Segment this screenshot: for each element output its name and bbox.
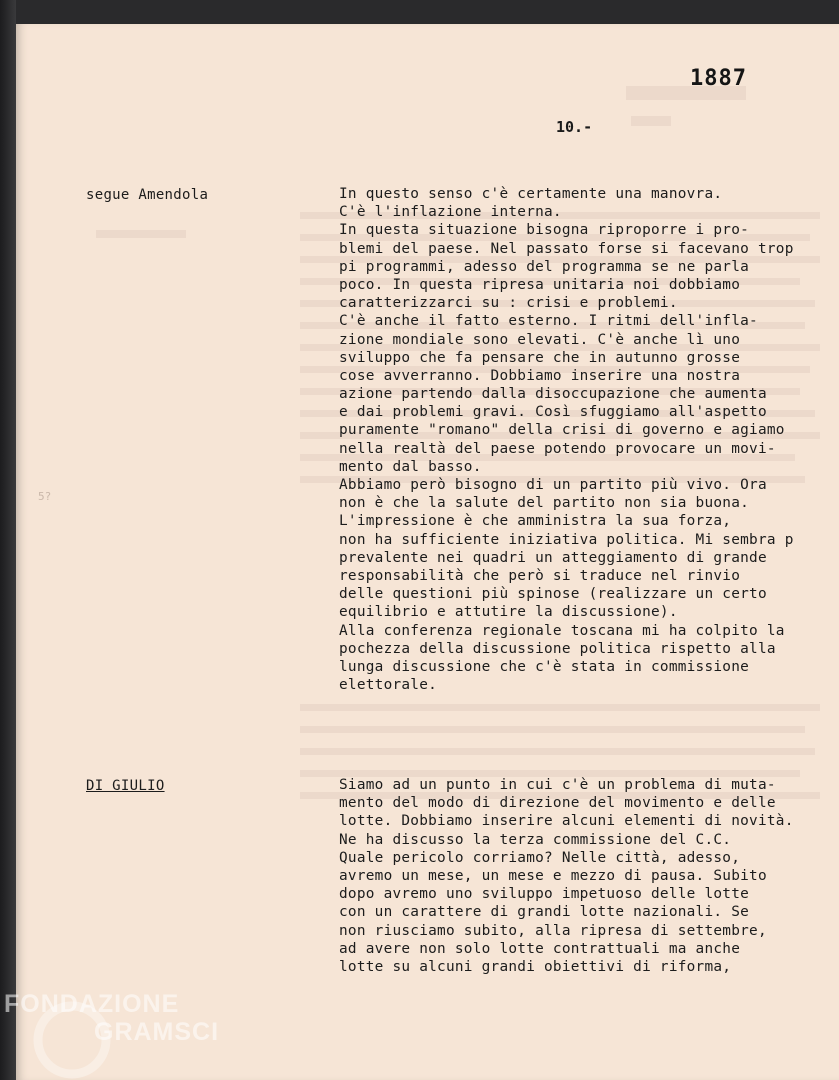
text-line: avremo un mese, un mese e mezzo di pausa. Subito [339,867,767,884]
text-line: sviluppo che fa pensare che in autunno grosse [339,349,741,366]
text-line: blemi del paese. Nel passato forse si facevano trop [339,240,794,257]
text-line: cose avverranno. Dobbiamo inserire una nostra [339,367,741,384]
text-line: Quale pericolo corriamo? Nelle città, adesso, [339,849,741,866]
text-line: ad avere non solo lotte contrattuali ma anche [339,940,741,957]
text-line: non è che la salute del partito non sia buona. [339,495,750,512]
text-line: Ne ha discusso la terza commissione del C.C. [339,831,732,848]
text-line: caratterizzarci su : crisi e problemi. [339,295,678,312]
speech-block-di-giulio [339,776,794,976]
page-number: 10.- [556,118,593,136]
text-line: prevalente nei quadri un atteggiamento di grande [339,549,767,566]
document-page [16,24,839,1080]
text-line: pi programmi, adesso del programma se ne parla [339,258,750,275]
text-line: In questo senso c'è certamente una manovra. [339,186,723,202]
text-line: puramente "romano" della crisi di governo e agiamo [339,422,785,439]
text-line: dopo avremo uno sviluppo impetuoso delle lotte [339,886,750,903]
text-line: responsabilità che però si traduce nel rinvio [339,567,741,584]
speaker-label-di-giulio: DI GIULIO [86,778,165,794]
text-line: In questa situazione bisogna riproporre i pro- [339,222,750,239]
text-line: mento dal basso. [339,458,482,475]
text-line: poco. In questa ripresa unitaria noi dobbiamo [339,276,741,293]
text-line: non riusciamo subito, alla ripresa di settembre, [339,922,767,939]
watermark-line2: GRAMSCI [94,1018,220,1046]
text-line: C'è anche il fatto esterno. I ritmi dell'infla- [339,313,758,330]
text-line: nella realtà del paese potendo provocare un movi- [339,440,776,457]
scanner-edge [0,0,16,1080]
text-line: elettorale. [339,677,438,694]
text-line: con un carattere di grandi lotte nazionali. Se [339,904,750,921]
watermark-line1: FONDAZIONE [4,990,180,1018]
text-line: equilibrio e attutire la discussione). [339,604,678,621]
text-line: non ha sufficiente iniziativa politica. Mi sembra p [339,531,794,548]
text-line: C'è l'inflazione interna. [339,204,562,221]
text-line: Siamo ad un punto in cui c'è un problema di muta- [339,777,776,793]
text-line: lotte. Dobbiamo inserire alcuni elementi di novità. [339,813,794,830]
text-line: zione mondiale sono elevati. C'è anche lì uno [339,331,741,348]
text-line: azione partendo dalla disoccupazione che aumenta [339,386,767,403]
text-line: e dai problemi gravi. Così sfuggiamo all'aspetto [339,404,767,421]
text-line: delle questioni più spinose (realizzare un certo [339,586,767,603]
speaker-label-amendola: segue Amendola [86,187,209,203]
text-line: Alla conferenza regionale toscana mi ha colpito la [339,622,785,639]
text-line: lunga discussione che c'è stata in commissione [339,658,750,675]
text-line: pochezza della discussione politica rispetto alla [339,640,776,657]
text-line: mento del modo di direzione del movimento e delle [339,795,776,812]
speech-block-amendola [339,185,794,694]
text-line: lotte su alcuni grandi obiettivi di riforma, [339,958,732,975]
text-line: L'impressione è che amministra la sua forza, [339,513,732,530]
archive-stamp-number: 1887 [690,66,747,91]
margin-pencil-mark: 5? [38,490,52,503]
fondazione-gramsci-watermark [0,988,220,1080]
text-line: Abbiamo però bisogno di un partito più vivo. Ora [339,477,767,493]
